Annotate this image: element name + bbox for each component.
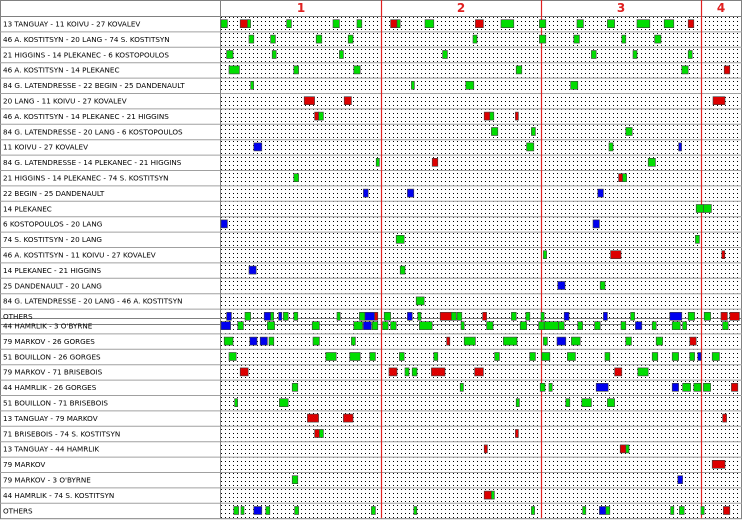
shift-bar [399, 353, 404, 361]
shift-bar [383, 322, 389, 330]
shift-bar [611, 251, 621, 259]
shift-bar [272, 51, 276, 59]
shift-bar [596, 383, 608, 391]
shift-bar [543, 251, 546, 259]
shift-bar [539, 20, 545, 28]
shift-bar [407, 189, 413, 197]
row-label: 14 PLEKANEC [3, 204, 52, 214]
shift-bar [396, 235, 404, 243]
shift-bar [683, 383, 691, 391]
shift-bar [583, 507, 586, 515]
shift-bar [690, 337, 696, 345]
shift-bar [254, 143, 262, 151]
shift-bar [292, 476, 298, 484]
shift-bar [698, 353, 701, 361]
shift-bar [516, 66, 522, 74]
shift-bar [315, 430, 320, 438]
shift-bar [605, 353, 610, 361]
row-label: 13 TANGUAY - 11 KOIVU - 27 KOVALEV [3, 19, 141, 29]
shift-bar [247, 20, 250, 28]
shift-bar [490, 112, 494, 120]
shift-bar [723, 414, 727, 422]
shift-bar [671, 507, 674, 515]
shift-bar [266, 507, 270, 515]
shift-bar [267, 322, 274, 330]
shift-bar [598, 189, 604, 197]
row-label: 21 HIGGINS - 14 PLEKANEC - 6 KOSTOPOULOS [3, 50, 169, 60]
shift-bar [622, 35, 626, 43]
shift-bar [365, 312, 375, 320]
shift-bar [484, 491, 491, 499]
shift-bar [603, 312, 607, 320]
period-label-2: 2 [456, 1, 466, 15]
row-label: 6 KOSTOPOULOS - 20 LANG [3, 219, 103, 229]
shift-bar [541, 312, 544, 320]
shift-bar [683, 322, 687, 330]
shift-bar [304, 97, 314, 105]
shift-bar [694, 383, 701, 391]
shift-bar [443, 51, 448, 59]
shift-bar [241, 507, 244, 515]
shift-bar [350, 353, 360, 361]
shift-bar [316, 35, 322, 43]
shift-bar [339, 51, 343, 59]
row-label: 79 MARKOV [3, 460, 46, 470]
shift-bar [432, 158, 438, 166]
shift-bar [249, 35, 254, 43]
shift-bar [419, 322, 432, 330]
shift-bar [574, 35, 580, 43]
row-label: 46 A. KOSTITSYN - 14 PLEKANEC - 21 HIGGINS [3, 111, 169, 121]
shift-bar [391, 20, 397, 28]
shift-bar [457, 312, 462, 320]
row-label: 46 A. KOSTITSYN - 11 KOIVU - 27 KOVALEV [3, 250, 156, 260]
shift-bar [607, 20, 614, 28]
shift-bar [626, 337, 632, 345]
shift-bar [723, 507, 729, 515]
shift-bar [501, 20, 514, 28]
shift-bar [254, 507, 262, 515]
row-label: 13 TANGUAY - 44 HAMRLIK [3, 444, 100, 454]
shift-bar [221, 322, 231, 330]
shift-bar [372, 322, 378, 330]
shift-bar [539, 322, 545, 330]
shift-bar [249, 266, 256, 274]
shift-bar [695, 235, 699, 243]
shift-bar [722, 251, 725, 259]
shift-bar [582, 399, 592, 407]
shift-bar [431, 368, 445, 376]
shift-bar [234, 507, 239, 515]
shift-bar [567, 353, 575, 361]
shift-bar [491, 128, 497, 136]
shift-bar [637, 20, 650, 28]
shift-bar [713, 97, 725, 105]
row-label: 46 A. KOSTITSYN - 14 PLEKANEC [3, 65, 120, 75]
shift-bar [520, 322, 526, 330]
shift-bar [688, 312, 694, 320]
shift-bar [609, 143, 613, 151]
shift-bar [703, 383, 710, 391]
shift-bar [701, 507, 704, 515]
shift-bar [357, 20, 362, 28]
row-label: 84 G. LATENDRESSE - 22 BEGIN - 25 DANDENAULT [3, 81, 185, 91]
shift-bar [460, 383, 463, 391]
shift-bar [405, 368, 409, 376]
shift-bar [287, 20, 292, 28]
shift-bar [337, 312, 340, 320]
shift-bar [626, 445, 629, 453]
shift-bar [543, 337, 547, 345]
shift-bar [721, 312, 727, 320]
shift-bar [731, 383, 737, 391]
shift-bar [515, 112, 518, 120]
shift-bar [229, 66, 239, 74]
shift-bar [672, 353, 678, 361]
shift-bar [549, 383, 552, 391]
shift-bar [678, 476, 683, 484]
shift-bar [626, 128, 632, 136]
row-label: 44 HAMRLIK - 74 S. KOSTITSYN [3, 490, 115, 500]
shift-bar [564, 312, 569, 320]
shift-bar [384, 312, 390, 320]
shift-bar [530, 353, 536, 361]
shift-bar [464, 337, 475, 345]
shift-bar [440, 312, 451, 320]
shift-bar [704, 312, 710, 320]
shift-bar [412, 368, 417, 376]
shift-bar [672, 383, 678, 391]
shift-bar [269, 337, 274, 345]
shift-bar [295, 507, 299, 515]
shift-bar [312, 322, 319, 330]
shift-bar [235, 399, 238, 407]
row-label: 71 BRISEBOIS - 74 S. KOSTITSYN [3, 429, 121, 439]
shift-bar [682, 66, 688, 74]
shift-bar [606, 507, 610, 515]
row-label: 79 MARKOV - 26 GORGES [3, 336, 95, 346]
period-label-1: 1 [296, 1, 306, 15]
shift-bar [313, 337, 319, 345]
shift-bar [631, 312, 635, 320]
shift-bar [607, 399, 614, 407]
shift-bar [447, 337, 450, 345]
shift-bar [539, 35, 545, 43]
shift-bar [544, 322, 558, 330]
row-label: 44 HAMRLIK - 26 GORGES [3, 383, 97, 393]
shift-bar [389, 368, 397, 376]
row-label: 84 G. LATENDRESSE - 20 LANG - 46 A. KOSTITSYN [3, 296, 183, 306]
shift-bar [354, 66, 360, 74]
shift-bar [600, 282, 605, 290]
shift-bar [633, 51, 637, 59]
row-label: 11 KOIVU - 27 KOVALEV [3, 142, 88, 152]
shift-bar [240, 368, 248, 376]
shift-bar [571, 81, 578, 89]
shift-bar [566, 399, 570, 407]
row-label: 13 TANGUAY - 79 MARKOV [3, 413, 98, 423]
row-label: 79 MARKOV - 3 O'BYRNE [3, 475, 91, 485]
shift-bar [516, 399, 519, 407]
row-label: 25 DANDENAULT - 20 LANG [3, 281, 102, 291]
shift-bar [723, 322, 729, 330]
shift-bar [577, 20, 583, 28]
shift-bar [283, 312, 288, 320]
period-label-4: 4 [716, 1, 726, 15]
shift-bar [688, 51, 692, 59]
shift-bar [319, 430, 323, 438]
shift-bar [294, 174, 299, 182]
shift-bar [221, 220, 227, 228]
row-label: 51 BOUILLON - 71 BRISEBOIS [3, 398, 108, 408]
row-label: OTHERS [3, 312, 33, 322]
shift-bar [451, 312, 456, 320]
row-label: OTHERS [3, 506, 33, 516]
row-label: 46 A. KOSTITSYN - 20 LANG - 74 S. KOSTITSYN [3, 34, 170, 44]
shift-bar [679, 507, 684, 515]
shift-bar [229, 353, 236, 361]
shift-bar [307, 414, 318, 422]
shift-bar [294, 312, 298, 320]
shift-bar [527, 143, 534, 151]
shift-bar [397, 20, 400, 28]
shift-bar [343, 414, 353, 422]
shift-bar [333, 20, 339, 28]
shift-bar [414, 507, 417, 515]
shift-bar [495, 353, 500, 361]
shift-bar [578, 322, 583, 330]
shift-bar [475, 20, 483, 28]
row-label: 84 G. LATENDRESSE - 14 PLEKANEC - 21 HIGGINS [3, 158, 182, 168]
shift-bar [591, 51, 596, 59]
shift-bar [656, 337, 662, 345]
shift-bar [370, 353, 376, 361]
shift-bar [363, 322, 371, 330]
shift-bar [227, 51, 233, 59]
shift-bar [250, 337, 257, 345]
shift-bar [557, 337, 566, 345]
shift-bar [620, 445, 626, 453]
shift-bar [434, 353, 438, 361]
shift-bar [593, 220, 599, 228]
shift-bar [260, 337, 267, 345]
shift-bar [540, 383, 545, 391]
shift-bar [571, 337, 580, 345]
shift-bar [224, 337, 233, 345]
shift-bar [690, 353, 695, 361]
shift-bar [245, 312, 251, 320]
row-label: 51 BOUILLON - 26 GORGES [3, 352, 101, 362]
shift-bar [531, 128, 535, 136]
shift-bar [619, 174, 623, 182]
shift-bar [461, 322, 464, 330]
shift-bar [292, 383, 298, 391]
shift-bar [279, 312, 282, 320]
shift-bar [484, 112, 490, 120]
shift-bar [418, 312, 421, 320]
shift-bar [326, 353, 336, 361]
shift-bar [221, 20, 227, 28]
shift-bar [615, 368, 622, 376]
shift-bar [621, 322, 626, 330]
shift-bar [638, 368, 648, 376]
period-label-3: 3 [616, 1, 626, 15]
shift-bar [351, 337, 355, 345]
shift-bar [679, 143, 682, 151]
shift-bar [703, 205, 711, 213]
shift-bar [466, 81, 474, 89]
shift-bar [391, 322, 397, 330]
shift-bar [484, 445, 487, 453]
shift-bar [511, 312, 516, 320]
shift-bar [623, 174, 627, 182]
shift-bar [670, 312, 682, 320]
shift-bar [371, 507, 375, 515]
shift-bar [348, 35, 353, 43]
shift-bar [655, 35, 661, 43]
row-label: 21 HIGGINS - 14 PLEKANEC - 74 S. KOSTITSYN [3, 173, 169, 183]
shift-bar [363, 189, 368, 197]
row-label: 14 PLEKANEC - 21 HIGGINS [3, 265, 102, 275]
shift-bar [635, 322, 641, 330]
shift-bar [531, 507, 534, 515]
row-label: 20 LANG - 11 KOIVU - 27 KOVALEV [3, 96, 127, 106]
shift-bar [407, 312, 412, 320]
row-label: 44 HAMRLIK - 3 O'BYRNE [3, 321, 93, 331]
shift-bar [483, 312, 487, 320]
shift-bar [491, 491, 494, 499]
shift-bar [672, 322, 680, 330]
shift-bar [696, 205, 703, 213]
shift-bar [526, 312, 530, 320]
shift-bar [411, 81, 414, 89]
shift-bar [319, 112, 324, 120]
shift-bar [315, 112, 319, 120]
shift-bar [712, 353, 719, 361]
shift-bar [416, 297, 424, 305]
shift-bar [238, 322, 244, 330]
shift-bar [279, 399, 288, 407]
shift-bar [359, 312, 365, 320]
shift-bar [251, 81, 254, 89]
shift-bar [664, 20, 674, 28]
shift-bar [271, 35, 276, 43]
shift-bar [712, 460, 725, 468]
shift-bar [375, 312, 378, 320]
shift-bar [542, 353, 550, 361]
shift-bar [425, 20, 434, 28]
shift-bar [503, 337, 517, 345]
shift-bar [558, 282, 565, 290]
shift-bar [559, 322, 565, 330]
shift-bar [648, 158, 655, 166]
shift-bar [487, 322, 493, 330]
shift-bar [515, 430, 518, 438]
shift-bar [473, 35, 477, 43]
shift-bar [724, 66, 730, 74]
shift-bar [294, 66, 299, 74]
shift-bar [475, 368, 484, 376]
shift-bar [652, 322, 656, 330]
row-label: 79 MARKOV - 71 BRISEBOIS [3, 367, 103, 377]
shift-bar [354, 322, 363, 330]
row-label: 22 BEGIN - 25 DANDENAULT [3, 188, 105, 198]
row-label: 74 S. KOSTITSYN - 20 LANG [3, 235, 102, 245]
shift-bar [599, 507, 605, 515]
shift-bar [227, 312, 232, 320]
shift-bar [264, 312, 270, 320]
shift-bar [652, 353, 658, 361]
shift-bar [400, 266, 405, 274]
shift-bar [730, 312, 740, 320]
row-label: 84 G. LATENDRESSE - 20 LANG - 6 KOSTOPOULOS [3, 127, 183, 137]
shift-bar [595, 322, 601, 330]
shift-bar [376, 158, 379, 166]
shift-bar [688, 20, 694, 28]
shift-bar [271, 312, 274, 320]
shift-bar [344, 97, 351, 105]
